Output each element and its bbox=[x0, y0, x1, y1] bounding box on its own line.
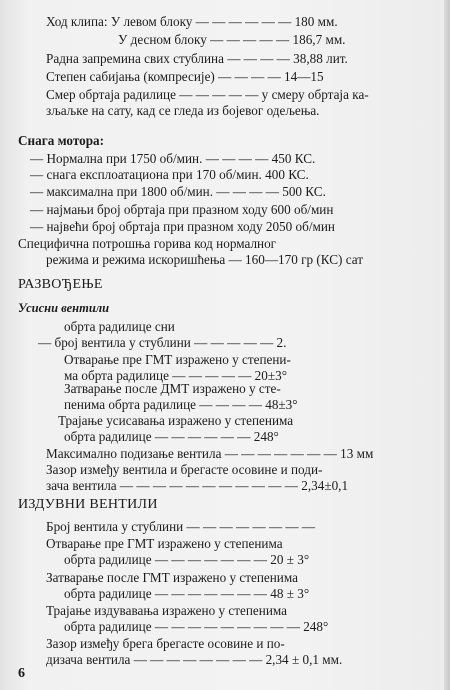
text-line: Затварање после ДМТ изражено у сте- bbox=[64, 381, 281, 396]
text-line: — број вентила у стублини — — — — — 2. bbox=[38, 335, 287, 350]
text-line: Степен сабијања (компресије) — — — — 14—15 bbox=[46, 69, 324, 84]
text-line: У десном блоку — — — — — 186,7 мм. bbox=[118, 32, 346, 47]
text-line: Отварање пре ГМТ изражено у степени- bbox=[64, 352, 291, 367]
text-line: Ход клипа: У левом блоку — — — — — — 180 мм. bbox=[46, 14, 338, 29]
text-line: обрта радилице — — — — — — 248° bbox=[64, 429, 279, 444]
text-line: Затварање после ГМТ изражено у степенима bbox=[46, 570, 298, 585]
text-line: Број вентила у стублини — — — — — — — — bbox=[46, 519, 316, 534]
text-line: зача вентила — — — — — — — — — — — 2,34±0,1 bbox=[46, 478, 349, 493]
text-line: обрта радилице — — — — — — — 48 ± 3° bbox=[64, 586, 310, 601]
text-line: обрта радилице — — — — — — — — — 248° bbox=[64, 619, 329, 634]
text-line: Специфична потрошња горива код нормалног bbox=[18, 236, 277, 251]
text-line: режима и режима искоришћења — 160—170 гр (КС) сат bbox=[46, 252, 364, 267]
text-line: — снага експлоатациона при 170 об/мин. 400 КС. bbox=[30, 167, 309, 182]
text-line: — максимална при 1800 об/мин. — — — — 500 КС. bbox=[30, 184, 326, 199]
text-line: зљаљке на сату, кад се гледа из бојевог одељења. bbox=[46, 103, 320, 118]
text-line: Отварање пре ГМТ изражено у степенима bbox=[46, 536, 283, 551]
text-line: — Нормална при 1750 об/мин. — — — — 450 КС. bbox=[30, 151, 316, 166]
text-line: пенима обрта радилице — — — — 48±3° bbox=[64, 397, 298, 412]
page-edge bbox=[444, 0, 450, 690]
text-line: Радна запремина свих стублина — — — — 38,88 лит. bbox=[46, 51, 348, 66]
text-line: Трајање издувавања изражено у степенима bbox=[46, 603, 287, 618]
section-heading: ИЗДУВНИ ВЕНТИЛИ bbox=[18, 497, 158, 512]
text-line: — највећи број обртаја при празном ходу 2050 об/мин bbox=[30, 219, 335, 234]
page-number: 6 bbox=[18, 666, 25, 681]
text-line: Усисни вентили bbox=[18, 301, 110, 315]
text-line: обрта радилице — — — — — — — 20 ± 3° bbox=[64, 552, 310, 567]
text-line: Зазор између вентила и брегасте осовине и поди- bbox=[46, 462, 323, 477]
text-line: — најмањи број обртаја при празном ходу 600 об/мин bbox=[30, 202, 334, 217]
text-line: дизача вентила — — — — — — — — 2,34 ± 0,1 мм. bbox=[46, 652, 343, 667]
text-line: ма обрта радилице — — — — — 20±3° bbox=[64, 368, 287, 383]
text-line: Снага мотора: bbox=[18, 133, 105, 148]
text-line: обрта радилице сни bbox=[64, 319, 175, 334]
text-line: Смер обртаја радилице — — — — — у смеру обртаја ка- bbox=[46, 87, 369, 102]
text-line: Трајање усисавања изражено у степенима bbox=[58, 413, 294, 428]
text-line: Максимално подизање вентила — — — — — — — 13 мм bbox=[46, 446, 374, 461]
text-line: Зазор између брега брегасте осовине и по- bbox=[46, 636, 285, 651]
section-heading: РАЗВОЂЕЊЕ bbox=[18, 277, 103, 292]
